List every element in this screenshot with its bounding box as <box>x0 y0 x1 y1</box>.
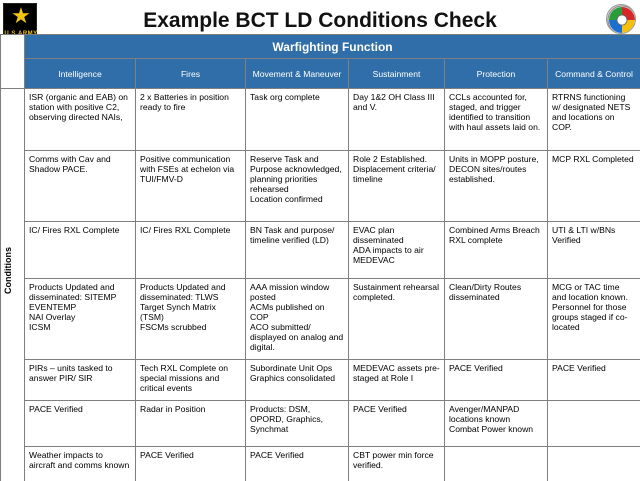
cell-fires: IC/ Fires RXL Complete <box>136 222 246 279</box>
table-row <box>1 279 640 360</box>
column-header-intelligence: Intelligence <box>25 59 136 89</box>
cell-sustainment: Day 1&2 OH Class III and V. <box>349 89 445 151</box>
conditions-side-label <box>1 89 25 481</box>
cell-intelligence: Comms with Cav and Shadow PACE. <box>25 151 136 222</box>
column-header-fires: Fires <box>136 59 246 89</box>
cell-command-control: PACE Verified <box>548 360 640 401</box>
cell-intelligence: Weather impacts to aircraft and comms known <box>25 447 136 481</box>
cell-command-control <box>548 401 640 447</box>
cell-command-control <box>548 447 640 481</box>
table-row <box>1 401 640 447</box>
cell-fires: Tech RXL Complete on special missions and critical events <box>136 360 246 401</box>
table-row <box>1 222 640 279</box>
cell-fires: 2 x Batteries in position ready to fire <box>136 89 246 151</box>
conditions-table <box>0 34 640 481</box>
cell-sustainment: Role 2 Established. Displacement criteria/ timeline <box>349 151 445 222</box>
cell-protection <box>445 447 548 481</box>
cell-sustainment: CBT power min force verified. <box>349 447 445 481</box>
table-row <box>1 360 640 401</box>
cell-protection: CCLs accounted for, staged, and trigger identified to transition with haul assets laid on. <box>445 89 548 151</box>
cell-intelligence: ISR (organic and EAB) on station with positive C2, observing directed NAIs, <box>25 89 136 151</box>
cell-movement-maneuver: Reserve Task and Purpose acknowledged, planning priorities rehearsed Location confirmed <box>246 151 349 222</box>
cell-protection: PACE Verified <box>445 360 548 401</box>
cell-fires: PACE Verified <box>136 447 246 481</box>
column-header-protection: Protection <box>445 59 548 89</box>
cell-protection: Clean/Dirty Routes disseminated <box>445 279 548 360</box>
seal-graphic <box>607 5 636 34</box>
cell-command-control: UTI & LTI w/BNs Verified <box>548 222 640 279</box>
warfighting-function-header: Warfighting Function <box>25 35 640 59</box>
table-row <box>1 151 640 222</box>
cell-protection: Units in MOPP posture, DECON sites/routes established. <box>445 151 548 222</box>
column-header-movement-maneuver: Movement & Maneuver <box>246 59 349 89</box>
cell-fires: Radar in Position <box>136 401 246 447</box>
conditions-label-text: Conditions <box>3 246 13 294</box>
cell-fires: Products Updated and disseminated: TLWS Target Synch Matrix (TSM) FSCMs scrubbed <box>136 279 246 360</box>
column-header-sustainment: Sustainment <box>349 59 445 89</box>
cell-command-control: RTRNS functioning w/ designated NETS and locations on COP. <box>548 89 640 151</box>
cell-intelligence: Products Updated and disseminated: SITEMP EVENTEMP NAI Overlay ICSM <box>25 279 136 360</box>
cell-sustainment: MEDEVAC assets pre-staged at Role I <box>349 360 445 401</box>
cell-sustainment: Sustainment rehearsal completed. <box>349 279 445 360</box>
cell-command-control: MCP RXL Completed <box>548 151 640 222</box>
cell-movement-maneuver: Task org complete <box>246 89 349 151</box>
cell-movement-maneuver: Subordinate Unit Ops Graphics consolidated <box>246 360 349 401</box>
cell-intelligence: PIRs – units tasked to answer PIR/ SIR <box>25 360 136 401</box>
cell-movement-maneuver: PACE Verified <box>246 447 349 481</box>
cell-movement-maneuver: AAA mission window posted ACMs published on COP ACO submitted/ displayed on analog and digital. <box>246 279 349 360</box>
cell-intelligence: PACE Verified <box>25 401 136 447</box>
corner-cell <box>1 35 25 89</box>
cell-sustainment: PACE Verified <box>349 401 445 447</box>
cell-protection: Combined Arms Breach RXL complete <box>445 222 548 279</box>
slide-title: Example BCT LD Conditions Check <box>143 9 497 32</box>
table-row <box>1 447 640 481</box>
cell-sustainment: EVAC plan disseminated ADA impacts to air MEDEVAC <box>349 222 445 279</box>
cell-intelligence: IC/ Fires RXL Complete <box>25 222 136 279</box>
cell-command-control: MCG or TAC time and location known. Personnel for those groups staged if co-located <box>548 279 640 360</box>
cell-protection: Avenger/MANPAD locations known Combat Power known <box>445 401 548 447</box>
column-header-command-control: Command & Control <box>548 59 640 89</box>
unit-seal-icon <box>606 4 636 34</box>
cell-fires: Positive communication with FSEs at echelon via TUI/FMV-D <box>136 151 246 222</box>
cell-movement-maneuver: Products: DSM, OPORD, Graphics, Synchmat <box>246 401 349 447</box>
star-icon: ★ <box>11 4 31 29</box>
cell-movement-maneuver: BN Task and purpose/ timeline verified (LD) <box>246 222 349 279</box>
table-row <box>1 89 640 151</box>
